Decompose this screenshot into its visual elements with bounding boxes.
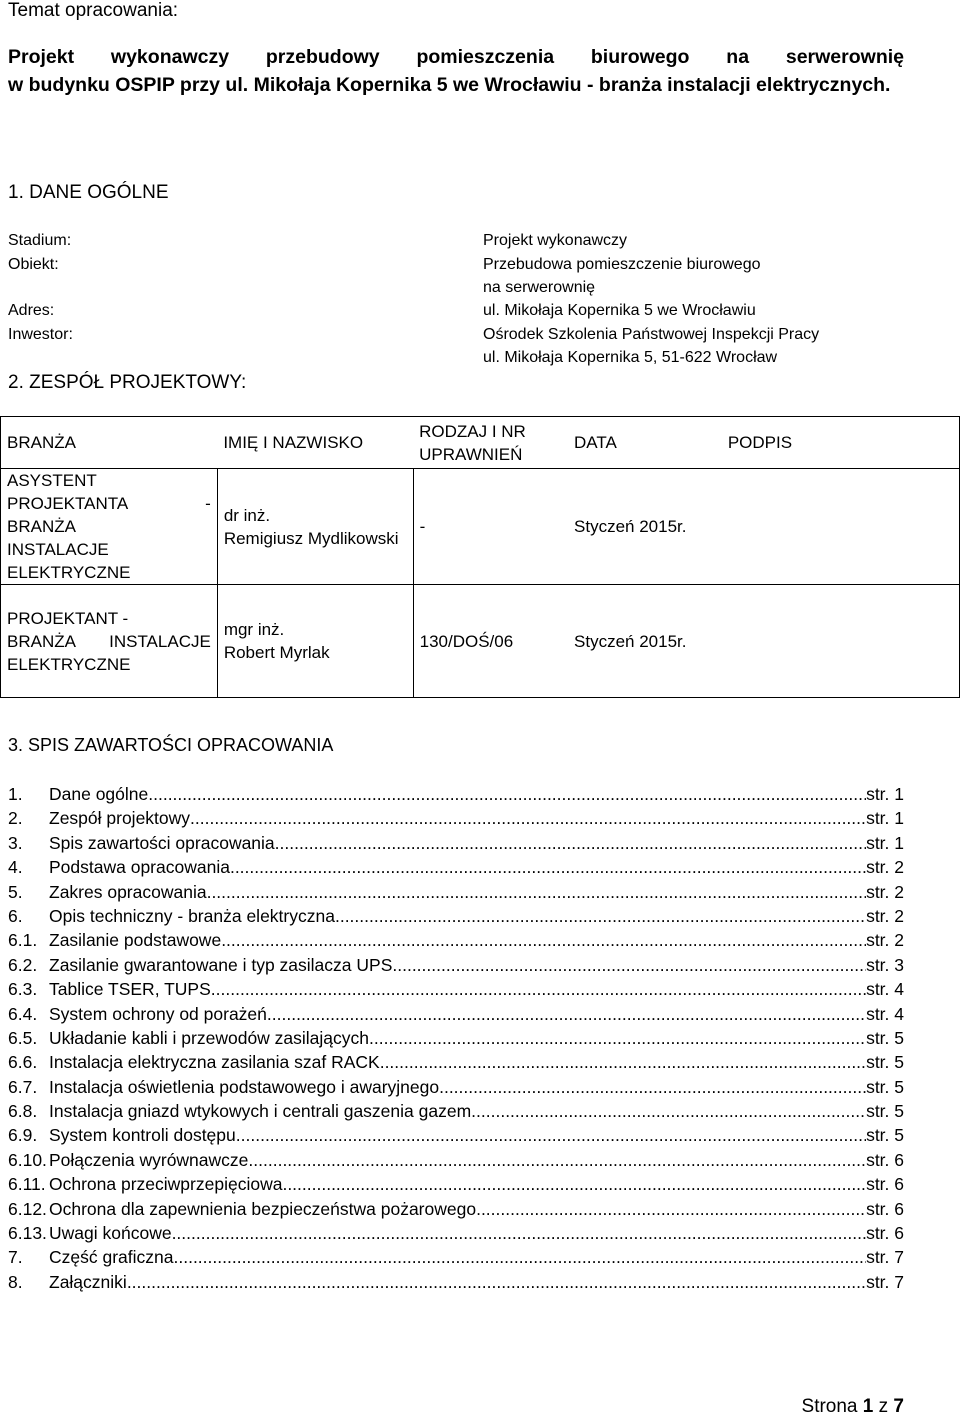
toc-item-title: Instalacja elektryczna zasilania szaf RACK (49, 1052, 380, 1073)
toc-item (8, 1223, 904, 1247)
toc-item-title: Spis zawartości opracowania (49, 832, 275, 853)
toc-item-page: str. 2 (866, 905, 904, 926)
toc-item-title: Instalacja oświetlenia podstawowego i awaryjnego (49, 1076, 440, 1097)
toc-item-number: 7. (8, 1247, 23, 1268)
obiekt-value-2: na serwerownię (483, 279, 596, 296)
section-1-heading: 1. DANE OGÓLNE (8, 182, 169, 203)
toc-item-number: 6.5. (8, 1027, 38, 1048)
toc-item (8, 857, 904, 881)
toc-item (8, 1052, 904, 1076)
toc-item-title: Dane ogólne (49, 784, 149, 804)
toc-item-page: str. 1 (866, 832, 904, 853)
toc-item-leader-dots (476, 1199, 866, 1220)
toc-item (8, 833, 904, 857)
toc-item (8, 1077, 904, 1101)
toc-item-leader-dots (207, 882, 866, 903)
adres-label: Adres: (8, 302, 55, 319)
row2-imie: mgr inż. Robert Myrlak (217, 585, 413, 698)
toc-item-page: str. 4 (866, 979, 904, 1000)
toc-item-page: str. 5 (866, 1076, 904, 1097)
toc-item (8, 1028, 904, 1052)
subject-label: Temat opracowania: (8, 0, 179, 21)
team-table-header (1, 417, 960, 469)
toc-item-leader-dots (248, 1150, 866, 1171)
toc-item-page: str. 6 (866, 1174, 904, 1195)
toc-item-leader-dots (174, 1247, 867, 1268)
toc-item-leader-dots (221, 930, 866, 951)
table-row (1, 469, 960, 585)
row2-podpis (722, 585, 960, 698)
document-title-line-2: w budynku OSPIP przy ul. Mikołaja Kopernika 5 we Wrocławiu - branża instalacji elektrycznych. (8, 74, 891, 96)
toc-item-number: 4. (8, 857, 23, 878)
toc-item-page: str. 2 (866, 881, 904, 902)
toc-item-title: System ochrony od porażeń (49, 1003, 267, 1024)
toc-item-number: 2. (8, 808, 23, 829)
toc-item (8, 955, 904, 979)
toc-item-title: Zakres opracowania (49, 881, 207, 902)
toc-item (8, 906, 904, 930)
toc-item-page: str. 5 (866, 1125, 904, 1146)
toc-item (8, 1004, 904, 1028)
toc-item (8, 1150, 904, 1174)
header-branza: BRANŻA (1, 417, 218, 469)
toc-item-page: str. 7 (866, 1271, 904, 1292)
toc-item (8, 1272, 904, 1296)
row1-data: Styczeń 2015r. (568, 469, 722, 585)
toc-item-number: 6.8. (8, 1101, 38, 1122)
header-data: DATA (568, 417, 722, 469)
toc-item-number: 6. (8, 905, 23, 926)
toc-item-leader-dots (335, 906, 866, 927)
toc-item-number: 6.1. (8, 930, 38, 951)
toc-item-number: 3. (8, 832, 23, 853)
toc-item-number: 6.13. (8, 1223, 47, 1244)
toc-item-number: 6.11. (8, 1174, 46, 1195)
toc-item (8, 1101, 904, 1125)
toc-item-page: str. 5 (866, 1027, 904, 1048)
toc-item-page: str. 5 (866, 1052, 904, 1073)
toc-item-page: str. 6 (866, 1149, 904, 1170)
toc-item-page: str. 2 (866, 930, 904, 951)
toc-item-leader-dots (275, 833, 866, 854)
design-team-table (0, 416, 960, 698)
toc-item-page: str. 2 (866, 857, 904, 878)
toc-item-page: str. 7 (866, 1247, 904, 1268)
toc-item (8, 1247, 904, 1271)
toc-item (8, 979, 904, 1003)
toc-item-title: Zasilanie gwarantowane i typ zasilacza UPS (49, 954, 393, 975)
toc-item-title: Układanie kabli i przewodów zasilających (49, 1027, 370, 1048)
toc-item-title: Uwagi końcowe (49, 1223, 172, 1244)
toc-item-title: Zespół projektowy (49, 808, 191, 829)
toc-item-number: 6.9. (8, 1125, 38, 1146)
toc-item-title: Ochrona przeciwprzepięciowa (49, 1174, 283, 1195)
row2-data: Styczeń 2015r. (568, 585, 722, 698)
header-podpis: PODPIS (722, 417, 960, 469)
toc-item-leader-dots (439, 1077, 866, 1098)
toc-item-title: Załączniki (49, 1271, 127, 1292)
toc-item-number: 6.12. (8, 1198, 47, 1219)
adres-value: ul. Mikołaja Kopernika 5 we Wrocławiu (483, 302, 756, 319)
inwestor-value-1: Ośrodek Szkolenia Państwowej Inspekcji Pracy (483, 326, 820, 343)
inwestor-value-2: ul. Mikołaja Kopernika 5, 51-622 Wrocław (483, 349, 778, 366)
section-3-heading: 3. SPIS ZAWARTOŚCI OPRACOWANIA (8, 735, 334, 755)
page-number-footer: Strona 1 z 7 (801, 1396, 904, 1417)
toc-item-leader-dots (236, 1125, 866, 1146)
toc-item-leader-dots (380, 1052, 866, 1073)
toc-item-page: str. 6 (866, 1198, 904, 1219)
table-row (1, 585, 960, 698)
toc-item-number: 1. (8, 784, 23, 804)
toc-item-leader-dots (172, 1223, 867, 1244)
toc-item-number: 6.6. (8, 1052, 38, 1073)
toc-item (8, 1174, 904, 1198)
toc-item-title: Zasilanie podstawowe (49, 930, 222, 951)
row1-uprawnienia: - (413, 469, 568, 585)
toc-item-page: str. 1 (866, 808, 904, 829)
toc-item (8, 1125, 904, 1149)
row1-podpis (722, 469, 960, 585)
toc-item-title: Część graficzna (49, 1247, 174, 1268)
toc-item-title: Tablice TSER, TUPS (49, 979, 211, 1000)
toc-item-title: Podstawa opracowania (49, 857, 230, 878)
toc-item-leader-dots (148, 784, 866, 805)
toc-item-leader-dots (392, 955, 866, 976)
toc-item-number: 6.2. (8, 954, 38, 975)
section-2-heading: 2. ZESPÓŁ PROJEKTOWY: (8, 372, 247, 393)
toc-item-page: str. 5 (866, 1101, 904, 1122)
toc-item-page: str. 4 (866, 1003, 904, 1024)
toc-item-title: Instalacja gniazd wtykowych i centrali gaszenia gazem (49, 1101, 472, 1122)
toc-item-leader-dots (230, 857, 866, 878)
toc-item (8, 808, 904, 832)
row1-branza: ASYSTENT PROJEKTANTA - BRANŻA INSTALACJE ELEKTRYCZNE (1, 469, 218, 585)
toc-item (8, 1199, 904, 1223)
document-title-line-1: Projekt wykonawczy przebudowy pomieszczenia biurowego na serwerownię (8, 46, 904, 68)
toc-item-leader-dots (282, 1174, 866, 1195)
obiekt-value-1: Przebudowa pomieszczenie biurowego (483, 256, 761, 273)
toc-item-page: str. 6 (866, 1223, 904, 1244)
header-rodzaj: RODZAJ I NR UPRAWNIEŃ (413, 417, 568, 469)
obiekt-label: Obiekt: (8, 256, 59, 273)
toc-item-number: 6.4. (8, 1003, 38, 1024)
toc-item-leader-dots (211, 979, 866, 1000)
toc-item-number: 6.10. (8, 1149, 47, 1170)
toc-item-number: 6.3. (8, 979, 38, 1000)
toc-item-page: str. 1 (866, 784, 904, 804)
toc-item-leader-dots (471, 1101, 866, 1122)
row2-uprawnienia: 130/DOŚ/06 (413, 585, 568, 698)
toc-item-number: 5. (8, 881, 23, 902)
toc-item-number: 6.7. (8, 1076, 38, 1097)
table-of-contents (8, 784, 904, 1296)
toc-item-leader-dots (369, 1028, 866, 1049)
stadium-label: Stadium: (8, 232, 72, 249)
toc-item-leader-dots (267, 1004, 866, 1025)
inwestor-label: Inwestor: (8, 326, 73, 343)
toc-item-page: str. 3 (866, 954, 904, 975)
header-imie: IMIĘ I NAZWISKO (217, 417, 413, 469)
toc-item-title: Ochrona dla zapewnienia bezpieczeństwa pożarowego (49, 1198, 477, 1219)
stadium-value: Projekt wykonawczy (483, 232, 628, 249)
toc-item-leader-dots (190, 808, 866, 829)
row1-imie: dr inż. Remigiusz Mydlikowski (217, 469, 413, 585)
toc-item-title: System kontroli dostępu (49, 1125, 236, 1146)
toc-item-number: 8. (8, 1271, 23, 1292)
toc-item-title: Połączenia wyrównawcze (49, 1149, 249, 1170)
row2-branza: PROJEKTANT - BRANŻA INSTALACJE ELEKTRYCZNE (1, 585, 218, 698)
toc-item (8, 882, 904, 906)
toc-item (8, 930, 904, 954)
toc-item-title: Opis techniczny - branża elektryczna (49, 905, 335, 926)
toc-item-leader-dots (127, 1272, 866, 1293)
toc-item (8, 784, 904, 808)
